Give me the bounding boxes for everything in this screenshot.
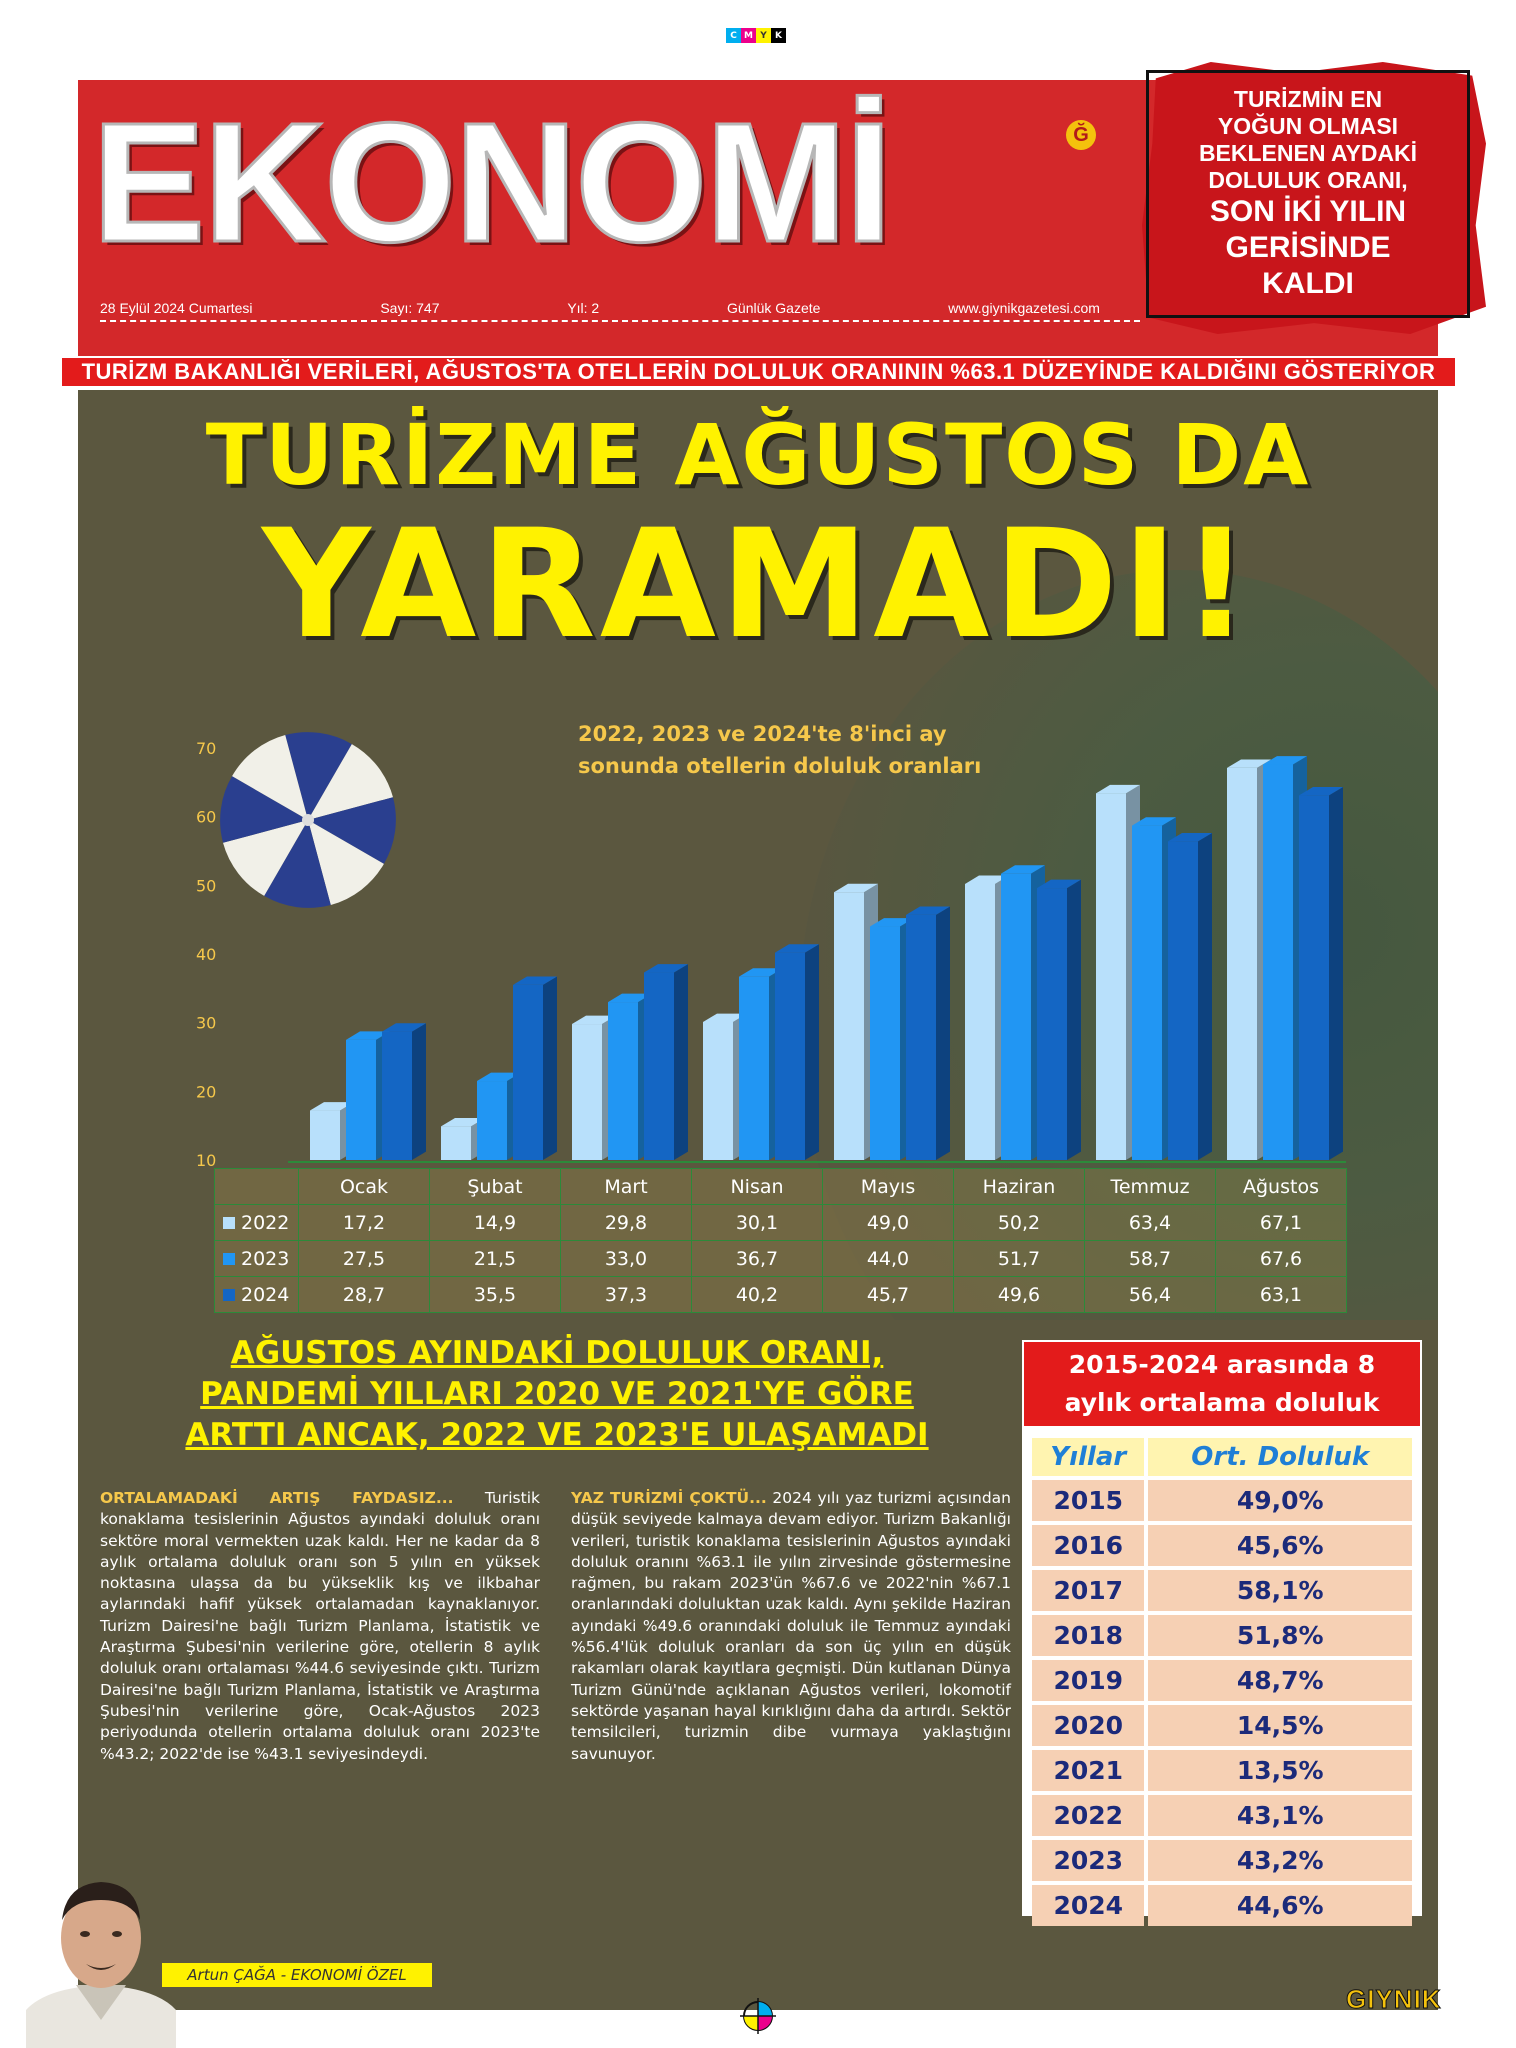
bar-side-2024 bbox=[805, 944, 819, 1160]
bar-side-2024 bbox=[936, 906, 950, 1160]
red-strapline: TURİZM BAKANLIĞI VERİLERİ, AĞUSTOS'TA OTELLERİN DOLULUK ORANININ %63.1 DÜZEYİNDE KALDIĞINI GÖSTERİYOR bbox=[62, 356, 1455, 388]
cmyk-m: M bbox=[741, 28, 756, 43]
masthead-divider bbox=[100, 320, 1140, 322]
issue-number: Sayı: 747 bbox=[380, 300, 440, 316]
legend-swatch-2024 bbox=[223, 1289, 235, 1301]
website[interactable]: www.giynikgazetesi.com bbox=[948, 300, 1100, 316]
legend-swatch-2023 bbox=[223, 1253, 235, 1265]
row-year: 2020 bbox=[1032, 1705, 1144, 1746]
bar-2022-Haziran bbox=[965, 884, 995, 1160]
month-header: Ocak bbox=[299, 1169, 430, 1205]
author-byline: Artun ÇAĞA - EKONOMİ ÖZEL bbox=[162, 1963, 432, 1987]
table-row bbox=[1032, 1615, 1412, 1656]
article-column-2 bbox=[571, 1488, 1011, 1765]
data-label: 67,1 bbox=[1216, 1205, 1347, 1241]
side-table bbox=[1022, 1428, 1422, 1920]
row-year: 2021 bbox=[1032, 1750, 1144, 1791]
row-year: 2023 bbox=[1032, 1840, 1144, 1881]
month-header: Mart bbox=[561, 1169, 692, 1205]
row-value: 13,5% bbox=[1148, 1750, 1412, 1791]
row-value: 49,0% bbox=[1148, 1480, 1412, 1521]
table-row bbox=[1032, 1705, 1412, 1746]
table-row bbox=[1032, 1660, 1412, 1701]
paper-type: Günlük Gazete bbox=[727, 300, 821, 316]
column-lead: ORTALAMADAKİ ARTIŞ FAYDASIZ... bbox=[100, 1489, 454, 1507]
bar-2022-Temmuz bbox=[1096, 793, 1126, 1160]
bar-side-2024 bbox=[412, 1023, 426, 1160]
callout-line-large: SON İKİ YILIN bbox=[1209, 194, 1407, 228]
cmyk-registration-mark bbox=[726, 28, 786, 43]
legend-label: 2023 bbox=[241, 1247, 290, 1270]
data-label: 63,4 bbox=[1085, 1205, 1216, 1241]
bar-2022-Nisan bbox=[703, 1022, 733, 1160]
footer-brand-logo: GIYNIK bbox=[1346, 1984, 1442, 2014]
column-lead: YAZ TURİZMİ ÇOKTÜ... bbox=[571, 1489, 767, 1507]
table-row bbox=[1032, 1525, 1412, 1566]
bar-2024-Nisan bbox=[775, 953, 805, 1160]
data-label: 27,5 bbox=[299, 1241, 430, 1277]
callout-line-large: GERİSİNDE bbox=[1225, 230, 1391, 264]
month-header: Şubat bbox=[430, 1169, 561, 1205]
row-value: 43,1% bbox=[1148, 1795, 1412, 1836]
row-year: 2018 bbox=[1032, 1615, 1144, 1656]
column-text: Turistik konaklama tesislerinin Ağustos ayındaki doluluk oranı sektöre moral vermekten uzak kaldı. Her ne kadar da 8 aylık ortalama doluluk oranı son 5 yılın en yüksek noktasına ulaşsa da bu yükseklik kış ve ilkbahar aylarındaki hafif yüksek ortalamadan kaynaklanıyor. Turizm Dairesi'ne bağlı Turizm Planlama, İstatistik ve Araştırma Şubesi'nin verilerine göre, otellerin 8 aylık doluluk oranı ortalaması %44.6 seviyesinde çıktı. Turizm Dairesi'ne bağlı Turizm Planlama, İstatistik ve Araştırma Şubesi'nin verilerine göre, Ocak-Ağustos 2023 periyodunda otellerin ortalama doluluk oranı 2023'te %43.2; 2022'de ise %43.1 seviyesindeydi. bbox=[100, 1489, 540, 1763]
data-label: 17,2 bbox=[299, 1205, 430, 1241]
data-label: 50,2 bbox=[954, 1205, 1085, 1241]
y-tick-label: 30 bbox=[196, 1013, 217, 1033]
bar-2023-Mayıs bbox=[870, 927, 900, 1160]
data-label: 58,7 bbox=[1085, 1241, 1216, 1277]
bar-2024-Haziran bbox=[1037, 888, 1067, 1160]
bar-side-2024 bbox=[543, 977, 557, 1161]
data-label: 45,7 bbox=[823, 1277, 954, 1313]
table-row bbox=[1032, 1750, 1412, 1791]
bar-2024-Mayıs bbox=[906, 915, 936, 1160]
data-label: 30,1 bbox=[692, 1205, 823, 1241]
legend-label: 2024 bbox=[241, 1283, 290, 1306]
row-year: 2017 bbox=[1032, 1570, 1144, 1611]
bar-2022-Mart bbox=[572, 1024, 602, 1160]
table-row bbox=[1032, 1480, 1412, 1521]
section-logo: EKONOMİ bbox=[92, 88, 891, 278]
header-average: Ort. Doluluk bbox=[1148, 1438, 1412, 1476]
row-value: 58,1% bbox=[1148, 1570, 1412, 1611]
table-row bbox=[215, 1205, 1347, 1241]
header-years: Yıllar bbox=[1032, 1438, 1144, 1476]
issue-year: Yıl: 2 bbox=[567, 300, 600, 316]
side-table-title bbox=[1022, 1340, 1422, 1428]
month-header: Nisan bbox=[692, 1169, 823, 1205]
bar-2022-Mayıs bbox=[834, 892, 864, 1160]
data-label: 63,1 bbox=[1216, 1277, 1347, 1313]
bar-2023-Nisan bbox=[739, 977, 769, 1160]
y-tick-label: 10 bbox=[196, 1151, 217, 1170]
article-column-1 bbox=[100, 1488, 540, 1765]
table-row bbox=[1032, 1570, 1412, 1611]
callout-line-large: KALDI bbox=[1262, 266, 1354, 300]
subheadline-line: PANDEMİ YILLARI 2020 VE 2021'YE GÖRE bbox=[200, 1376, 914, 1412]
column-text: 2024 yılı yaz turizmi açısından düşük seviyede kalmaya devam ediyor. Turizm Bakanlığı verileri, turistik konaklama tesislerinin Ağustos ayındaki doluluk oranını %63.1 ile yılın zirvesinde göstermesine rağmen, bu rakam 2023'ün %67.6 ve 2022'nin %67.1 oranlarındaki doluluktan uzak kaldı. Aynı şekilde Haziran ayındaki %49.6 oranındaki doluluk ile Temmuz ayındaki %56.4'lük doluluk oranları da son üç yılın en düşük rakamları olarak kayıtlara geçmişti. Dün kutlanan Dünya Turizm Günü'nde açıklanan Ağustos verileri, lokomotif sektörde yaşanan hayal kırıklığını daha da artırdı. Sektör temsilcileri, turizmin dibe vurmaya yaklaştığını savunuyor. bbox=[571, 1489, 1012, 1763]
table-row bbox=[1032, 1840, 1412, 1881]
bar-side-2024 bbox=[1067, 880, 1081, 1160]
data-label: 28,7 bbox=[299, 1277, 430, 1313]
bar-2023-Ocak bbox=[346, 1040, 376, 1160]
callout-line: DOLULUK ORANI, bbox=[1208, 166, 1408, 193]
bar-2024-Temmuz bbox=[1168, 841, 1198, 1160]
y-tick-label: 40 bbox=[196, 945, 217, 964]
data-label: 14,9 bbox=[430, 1205, 561, 1241]
y-tick-label: 70 bbox=[196, 739, 217, 758]
callout-line: BEKLENEN AYDAKİ bbox=[1198, 140, 1418, 166]
data-label: 49,6 bbox=[954, 1277, 1085, 1313]
row-year: 2015 bbox=[1032, 1480, 1144, 1521]
registration-crosshair-icon bbox=[740, 1998, 776, 2034]
legend-swatch-2022 bbox=[223, 1217, 235, 1229]
y-tick-label: 50 bbox=[196, 876, 217, 896]
row-value: 14,5% bbox=[1148, 1705, 1412, 1746]
data-label: 49,0 bbox=[823, 1205, 954, 1241]
data-label: 35,5 bbox=[430, 1277, 561, 1313]
chart-data-table bbox=[214, 1168, 1347, 1313]
bar-2024-Şubat bbox=[513, 985, 543, 1160]
row-year: 2024 bbox=[1032, 1885, 1144, 1926]
row-year: 2019 bbox=[1032, 1660, 1144, 1701]
side-table-title-line: 2015-2024 arasında 8 bbox=[1068, 1350, 1376, 1379]
bar-2023-Temmuz bbox=[1132, 826, 1162, 1160]
chart-title-line: 2022, 2023 ve 2024'te 8'inci ay bbox=[578, 722, 947, 746]
callout-box bbox=[1146, 70, 1470, 318]
row-value: 48,7% bbox=[1148, 1660, 1412, 1701]
month-header: Haziran bbox=[954, 1169, 1085, 1205]
row-value: 43,2% bbox=[1148, 1840, 1412, 1881]
subheadline-line: ARTTI ANCAK, 2022 VE 2023'E ULAŞAMADI bbox=[185, 1417, 929, 1453]
headline-line-2: YARAMADI! bbox=[261, 498, 1255, 672]
side-table-header bbox=[1032, 1438, 1412, 1476]
bar-2023-Şubat bbox=[477, 1081, 507, 1160]
side-table-title-line: aylık ortalama doluluk bbox=[1064, 1388, 1380, 1417]
bar-2024-Mart bbox=[644, 973, 674, 1160]
subheadline bbox=[92, 1333, 1022, 1456]
bar-2024-Ocak bbox=[382, 1032, 412, 1160]
bar-2023-Haziran bbox=[1001, 874, 1031, 1160]
brand-mark-icon: Ğ bbox=[1066, 120, 1096, 150]
cmyk-y: Y bbox=[756, 28, 771, 43]
cmyk-k: K bbox=[771, 28, 786, 43]
data-label: 33,0 bbox=[561, 1241, 692, 1277]
data-label: 51,7 bbox=[954, 1241, 1085, 1277]
row-value: 45,6% bbox=[1148, 1525, 1412, 1566]
data-label: 36,7 bbox=[692, 1241, 823, 1277]
subheadline-line: AĞUSTOS AYINDAKİ DOLULUK ORANI, bbox=[230, 1335, 884, 1371]
data-label: 44,0 bbox=[823, 1241, 954, 1277]
month-header: Temmuz bbox=[1085, 1169, 1216, 1205]
data-label: 40,2 bbox=[692, 1277, 823, 1313]
table-row bbox=[215, 1277, 1347, 1313]
callout-line: TURİZMİN EN bbox=[1233, 86, 1383, 113]
y-tick-label: 20 bbox=[196, 1082, 217, 1102]
data-label: 56,4 bbox=[1085, 1277, 1216, 1313]
y-tick-label: 60 bbox=[196, 807, 217, 827]
data-label: 21,5 bbox=[430, 1241, 561, 1277]
author-portrait bbox=[26, 1860, 176, 2048]
data-label: 29,8 bbox=[561, 1205, 692, 1241]
row-year: 2016 bbox=[1032, 1525, 1144, 1566]
row-value: 51,8% bbox=[1148, 1615, 1412, 1656]
row-value: 44,6% bbox=[1148, 1885, 1412, 1926]
bar-2022-Ocak bbox=[310, 1111, 340, 1160]
table-header-row bbox=[215, 1169, 1347, 1205]
table-row bbox=[1032, 1885, 1412, 1926]
bar-2023-Mart bbox=[608, 1002, 638, 1160]
bar-side-2024 bbox=[1198, 833, 1212, 1160]
table-row bbox=[215, 1241, 1347, 1277]
month-header: Mayıs bbox=[823, 1169, 954, 1205]
headline-line-1: TURİZME AĞUSTOS DA bbox=[205, 406, 1311, 504]
data-label: 37,3 bbox=[561, 1277, 692, 1313]
callout-line: YOĞUN OLMASI bbox=[1217, 113, 1399, 140]
masthead-infobar bbox=[100, 300, 1100, 316]
bar-side-2024 bbox=[674, 964, 688, 1160]
bar-2022-Ağustos bbox=[1227, 768, 1257, 1160]
bar-2024-Ağustos bbox=[1299, 795, 1329, 1160]
month-header: Ağustos bbox=[1216, 1169, 1347, 1205]
chart-title-line: sonunda otellerin doluluk oranları bbox=[578, 754, 982, 778]
cmyk-c: C bbox=[726, 28, 741, 43]
table-row bbox=[1032, 1795, 1412, 1836]
row-year: 2022 bbox=[1032, 1795, 1144, 1836]
hero-panel bbox=[78, 390, 1438, 1320]
legend-label: 2022 bbox=[241, 1211, 290, 1234]
bar-2022-Şubat bbox=[441, 1126, 471, 1160]
bar-2023-Ağustos bbox=[1263, 764, 1293, 1160]
issue-date: 28 Eylül 2024 Cumartesi bbox=[100, 300, 253, 316]
bar-side-2024 bbox=[1329, 787, 1343, 1160]
data-label: 67,6 bbox=[1216, 1241, 1347, 1277]
